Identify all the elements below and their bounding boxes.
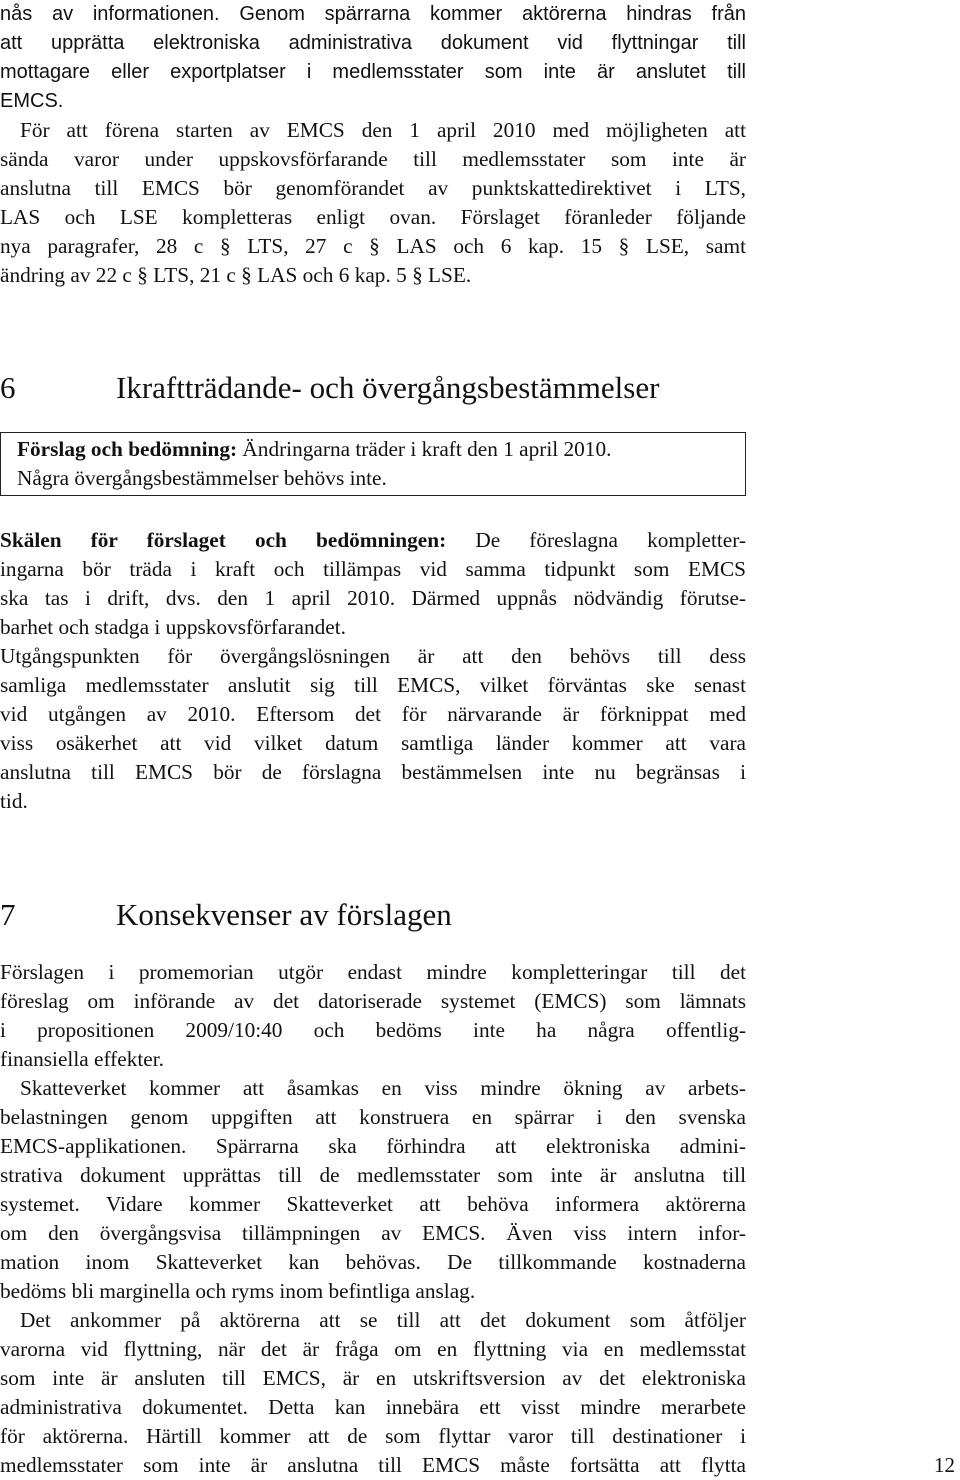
body-text-line: finansiella effekter. (0, 1047, 164, 1071)
body-text-line: ska tas i drift, dvs. den 1 april 2010. Därmed uppnås nödvändig förutse- (0, 586, 746, 610)
body-text-line: föreslag om införande av det datoriserade systemet (EMCS) som lämnats (0, 989, 746, 1013)
body-text-line: om den övergångsvisa tillämpningen av EMCS. Även viss intern infor- (0, 1221, 746, 1245)
body-text-line: bedöms bli marginella och ryms inom befintliga anslag. (0, 1279, 476, 1303)
body-text-line: För att förena starten av EMCS den 1 april 2010 med möjligheten att (20, 118, 746, 142)
body-text-line: nås av informationen. Genom spärrarna kommer aktörerna hindras från (0, 3, 746, 25)
body-text-line: belastningen genom uppgiften att konstruera en spärrar i den svenska (0, 1105, 746, 1129)
body-text-line: EMCS-applikationen. Spärrarna ska förhindra att elektroniska admini- (0, 1134, 746, 1158)
body-text-line: Förslagen i promemorian utgör endast mindre kompletteringar till det (0, 960, 746, 984)
proposal-box (0, 432, 746, 496)
proposal-line (17, 435, 737, 464)
body-text-line: EMCS. (0, 90, 64, 112)
page-number: 12 (934, 1453, 955, 1477)
body-text-line: ingarna bör träda i kraft och tillämpas vid samma tidpunkt som EMCS (0, 557, 746, 581)
body-text-line: medlemsstater som inte är anslutna till EMCS måste fortsätta att flytta (0, 1453, 746, 1477)
section-number: 7 (0, 897, 16, 932)
body-text-line (0, 526, 746, 555)
body-text-line: mottagare eller exportplatser i medlemsstater som inte är anslutet till (0, 61, 746, 83)
body-text-line: att upprätta elektroniska administrativa dokument vid flyttningar till (0, 32, 746, 54)
body-text-line: barhet och stadga i uppskovsförfarandet. (0, 615, 346, 639)
section-title: Konsekvenser av förslagen (116, 897, 452, 932)
body-text-line: anslutna till EMCS bör de förslagna bestämmelsen inte nu begränsas i (0, 760, 746, 784)
body-text-line: systemet. Vidare kommer Skatteverket att behöva informera aktörerna (0, 1192, 746, 1216)
section-heading-6 (0, 368, 659, 408)
body-text-line: sända varor under uppskovsförfarande till medlemsstater som inte är (0, 147, 746, 171)
body-text-line: viss osäkerhet att vid vilket datum samtliga länder kommer att vara (0, 731, 746, 755)
body-text-line: strativa dokument upprättas till de medlemsstater som inte är anslutna till (0, 1163, 746, 1187)
body-text-line: tid. (0, 789, 28, 813)
text-fragment: LAS och LSE kompletteras enligt ovan. (0, 205, 437, 229)
body-text-line: anslutna till EMCS bör genomförandet av punktskattedirektivet i LTS, (0, 176, 746, 200)
text-fragment: Förslaget föranleder följande (436, 205, 746, 229)
proposal-label: Förslag och bedömning: (17, 437, 238, 461)
body-text-line: Det ankommer på aktörerna att se till att det dokument som åtföljer (20, 1308, 746, 1332)
body-text-line: ändring av 22 c § LTS, 21 c § LAS och 6 kap. 5 § LSE. (0, 263, 472, 287)
body-text-line: vid utgången av 2010. Eftersom det för närvarande är förknippat med (0, 702, 746, 726)
reasons-label: Skälen för förslaget och bedömningen: (0, 528, 447, 552)
text-fragment: Ändringarna träder i kraft den 1 april 2010. (237, 437, 612, 461)
body-text-line: för aktörerna. Härtill kommer att de som flyttar varor till destinationer i (0, 1424, 746, 1448)
body-text-line: som inte är ansluten till EMCS, är en utskriftsversion av det elektroniska (0, 1366, 746, 1390)
body-text-line: nya paragrafer, 28 c § LTS, 27 c § LAS och 6 kap. 15 § LSE, samt (0, 234, 746, 258)
body-text-line: varorna vid flyttning, när det är fråga om en flyttning via en medlemsstat (0, 1337, 746, 1361)
body-text-line: i propositionen 2009/10:40 och bedöms inte ha några offentlig- (0, 1018, 746, 1042)
section-heading-7 (0, 895, 452, 935)
body-text-line: mation inom Skatteverket kan behövas. De tillkommande kostnaderna (0, 1250, 746, 1274)
body-text-line (0, 203, 746, 232)
text-fragment: De föreslagna kompletter- (446, 528, 747, 552)
body-text-line: Skatteverket kommer att åsamkas en viss mindre ökning av arbets- (20, 1076, 746, 1100)
section-title: Ikraftträdande- och övergångsbestämmelser (116, 370, 660, 405)
proposal-line: Några övergångsbestämmelser behövs inte. (17, 466, 387, 490)
body-text-line: administrativa dokumentet. Detta kan innebära ett visst mindre merarbete (0, 1395, 746, 1419)
body-text-line: samliga medlemsstater anslutit sig till EMCS, vilket förväntas ske senast (0, 673, 746, 697)
body-text-line: Utgångspunkten för övergångslösningen är att den behövs till dess (0, 644, 746, 668)
section-number: 6 (0, 370, 16, 405)
